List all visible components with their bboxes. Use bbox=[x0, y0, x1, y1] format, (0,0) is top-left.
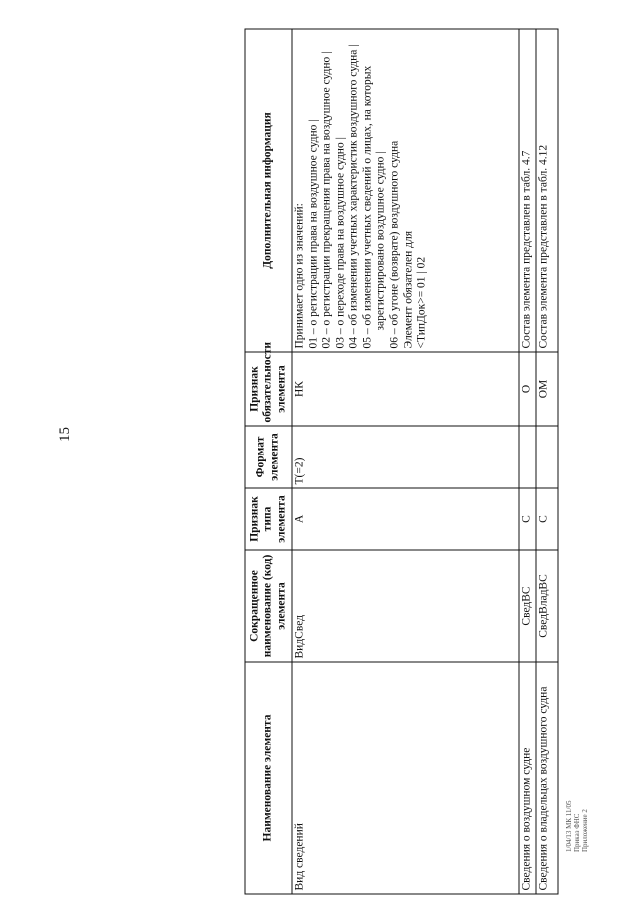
header-obligation: Признак обязательности элемента bbox=[245, 352, 292, 426]
header-code: Сокращенное наименование (код) элемента bbox=[245, 550, 292, 662]
header-name: Наименование элемента bbox=[245, 662, 292, 894]
row-code: ВидСвед bbox=[292, 550, 519, 662]
row-type: А bbox=[292, 488, 519, 550]
elements-table bbox=[245, 29, 559, 895]
page-number: 15 bbox=[57, 427, 73, 442]
row-format bbox=[519, 426, 536, 488]
table-header-row bbox=[245, 29, 292, 894]
row-type: С bbox=[536, 488, 558, 550]
row-obligation: ОМ bbox=[536, 352, 558, 426]
header-info: Дополнительная информация bbox=[245, 29, 292, 352]
info-line: 03 – о переходе права на воздушное судно | bbox=[334, 137, 347, 349]
header-format: Формат элемента bbox=[245, 426, 292, 488]
info-line: 02 – о регистрации прекращения права на воздушное судно | bbox=[320, 51, 333, 349]
table-row bbox=[519, 29, 536, 894]
table-row bbox=[536, 29, 558, 894]
info-line: 04 – об изменении учетных характеристик воздушного судна | bbox=[347, 44, 360, 349]
row-name: Сведения о воздушном судне bbox=[519, 662, 536, 894]
row-info: Состав элемента представлен в табл. 4.12 bbox=[536, 29, 558, 352]
table-container bbox=[245, 30, 555, 895]
row-info bbox=[292, 29, 519, 352]
footer-note-line: Приказ ФНС Приложение 2 bbox=[573, 809, 590, 852]
table-row bbox=[292, 29, 519, 894]
row-info: Состав элемента представлен в табл. 4.7 bbox=[519, 29, 536, 352]
info-line: Элемент обязателен для bbox=[402, 230, 414, 349]
header-type: Признак типа элемента bbox=[245, 488, 292, 550]
row-type: С bbox=[519, 488, 536, 550]
row-code: СведВладВС bbox=[536, 550, 558, 662]
row-name: Сведения о владельцах воздушного судна bbox=[536, 662, 558, 894]
row-obligation: НК bbox=[292, 352, 519, 426]
info-line: 06 – об угоне (возврате) воздушного судна bbox=[388, 140, 401, 349]
row-format bbox=[536, 426, 558, 488]
row-format: T(=2) bbox=[292, 426, 519, 488]
info-line: Принимает одно из значений: bbox=[293, 203, 306, 349]
row-code: СведВС bbox=[519, 550, 536, 662]
footer-note-line: 1/04/13 МК 11/05 bbox=[565, 800, 573, 852]
info-line: 05 – об изменении учетных сведений о лицах, на которых зарегистрировано воздушное судно | bbox=[361, 65, 387, 349]
info-line: <ТипДок>= 01 | 02 bbox=[415, 256, 428, 349]
row-obligation: О bbox=[519, 352, 536, 426]
info-line: 01 – о регистрации права на воздушное судно | bbox=[307, 119, 320, 349]
row-name: Вид сведений bbox=[292, 662, 519, 894]
footer-note bbox=[565, 777, 589, 852]
